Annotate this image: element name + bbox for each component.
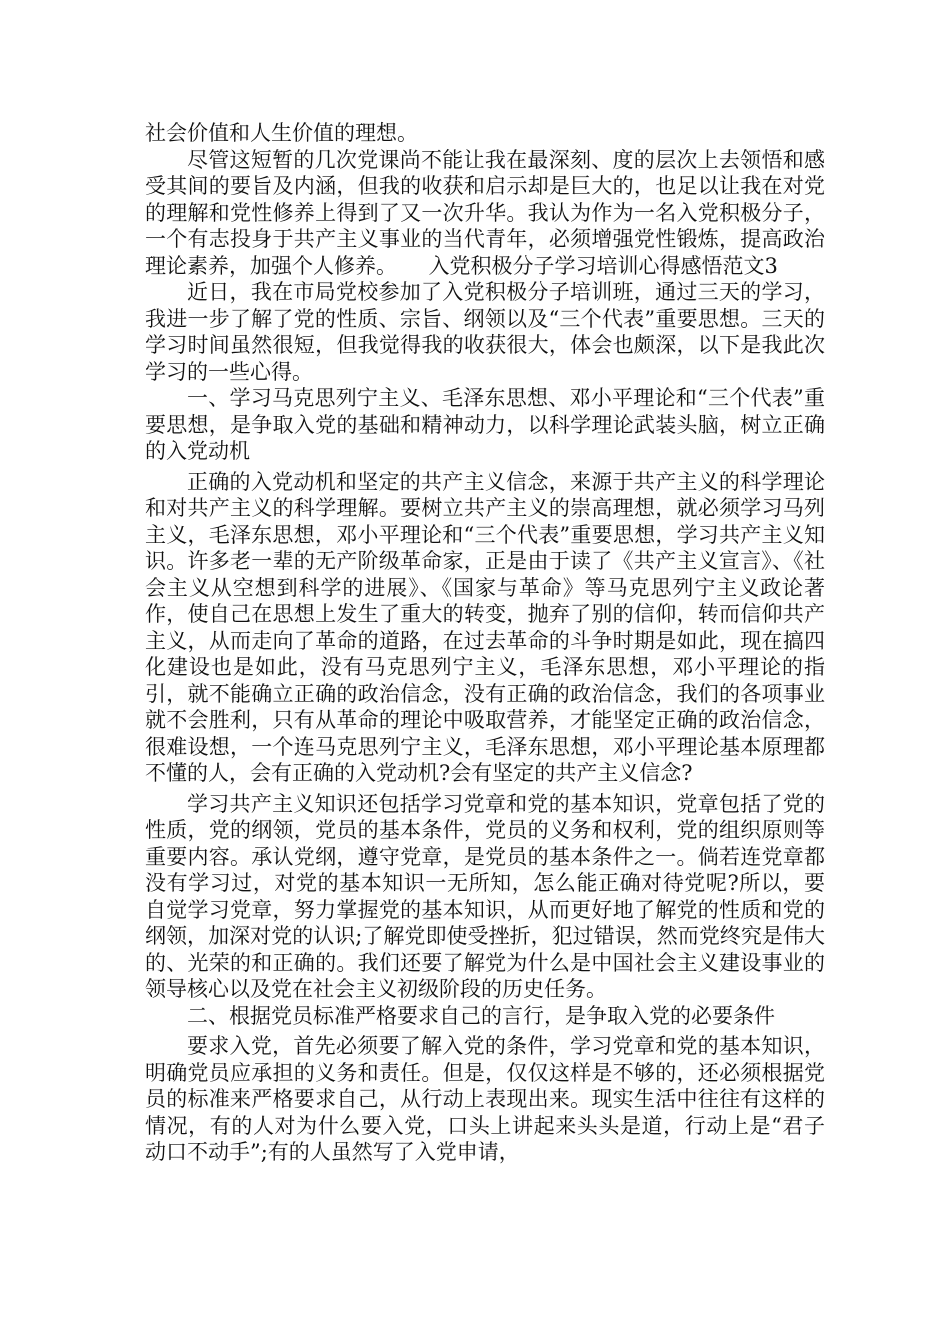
section-heading: 一、学习马克思列宁主义、毛泽东思想、邓小平理论和“三个代表”重要思想，是争取入党的基础和精神动力，以科学理论武装头脑，树立正确的入党动机: [145, 386, 825, 463]
paragraph: 近日，我在市局党校参加了入党积极分子培训班，通过三天的学习，我进一步了解了党的性质、宗旨、纲领以及“三个代表”重要思想。三天的学习时间虽然很短，但我觉得我的收获很大，体会也颇深，以下是我此次学习的一些心得。: [145, 280, 825, 384]
section-heading: 二、根据党员标准严格要求自己的言行，是争取入党的必要条件: [187, 1003, 775, 1028]
paragraph: 尽管这短暂的几次党课尚不能让我在最深刻、度的层次上去领悟和感受其间的要旨及内涵，但我的收获和启示却是巨大的，也足以让我在对党的理解和党性修养上得到了又一次升华。我认为作为一名入党积极分子，一个有志投身于共产主义事业的当代青年，必须增强党性锻炼，提高政治理论素养，加强个人修养。 入党积极分子学习培训心得感悟范文3: [145, 147, 825, 278]
document-body: [145, 120, 825, 1166]
paragraph: 学习共产主义知识还包括学习党章和党的基本知识，党章包括了党的性质，党的纲领，党员的基本条件，党员的义务和权利，党的组织原则等重要内容。承认党纲，遵守党章，是党员的基本条件之一。倘若连党章都没有学习过，对党的基本知识一无所知，怎么能正确对待党呢?所以，要自觉学习党章，努力掌握党的基本知识，从而更好地了解党的性质和党的纲领，加深对党的认识;了解党即使受挫折，犯过错误，然而党终究是伟大的、光荣的和正确的。我们还要了解党为什么是中国社会主义建设事业的领导核心以及党在社会主义初级阶段的历史任务。: [145, 791, 825, 1001]
paragraph: 要求入党，首先必须要了解入党的条件，学习党章和党的基本知识，明确党员应承担的义务和责任。但是，仅仅这样是不够的，还必须根据党员的标准来严格要求自己，从行动上表现出来。现实生活中往往有这样的情况，有的人对为什么要入党，口头上讲起来头头是道，行动上是“君子动口不动手”;有的人虽然写了入党申请，: [145, 1034, 825, 1164]
paragraph: 正确的入党动机和坚定的共产主义信念，来源于共产主义的科学理论和对共产主义的科学理解。要树立共产主义的崇高理想，就必须学习马列主义，毛泽东思想，邓小平理论和“三个代表”重要思想，学习共产主义知识。许多老一辈的无产阶级革命家，正是由于读了《共产主义宣言》、《社会主义从空想到科学的进展》、《国家与革命》等马克思列宁主义政论著作，使自己在思想上发生了重大的转变，抛弃了别的信仰，转而信仰共产主义，从而走向了革命的道路，在过去革命的斗争时期是如此，现在搞四化建设也是如此，没有马克思列宁主义，毛泽东思想，邓小平理论的指引，就不能确立正确的政治信念，没有正确的政治信念，我们的各项事业就不会胜利，只有从革命的理论中吸取营养，才能坚定正确的政治信念，很难设想，一个连马克思列宁主义，毛泽东思想，邓小平理论基本原理都不懂的人，会有正确的入党动机?会有坚定的共产主义信念?: [145, 469, 825, 785]
paragraph-continuation: 社会价值和人生价值的理想。: [145, 121, 418, 145]
